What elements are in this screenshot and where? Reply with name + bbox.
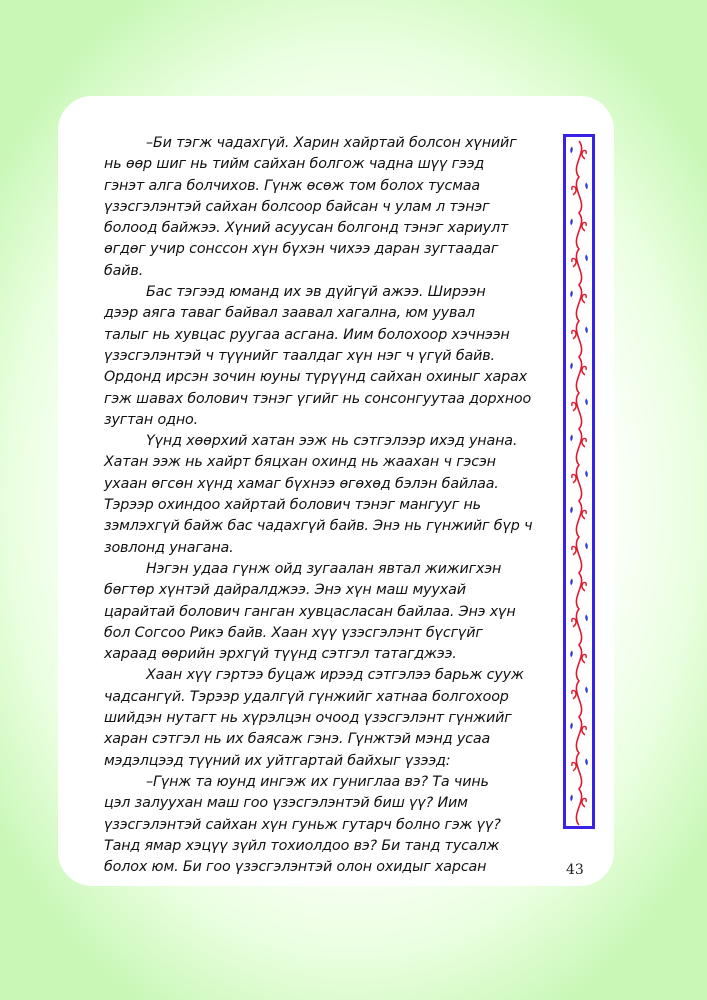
text-line: –Гүнж та юунд ингэж их гуниглаа вэ? Та чинь [146, 773, 489, 790]
text-line: байв. [104, 262, 144, 279]
text-line: зовлонд унагана. [104, 539, 234, 556]
text-line: үзэсгэлэнтэй сайхан болсоор байсан ч улам л тэнэг [104, 198, 490, 215]
text-line: Нэгэн удаа гүнж ойд зугаалан явтал жижигхэн [146, 560, 502, 577]
decorative-border [563, 134, 595, 829]
text-line: Хатан ээж нь хайрт бяцхан охинд нь жаахан ч гэсэн [104, 454, 496, 471]
text-line: царайтай болович ганган хувцасласан байлаа. Энэ хүн [104, 603, 516, 620]
text-line: өгдөг учир сонссон хүн бүхэн чихээ даран зугтаадаг [104, 241, 499, 258]
floral-vine-border-icon [566, 137, 592, 826]
text-line: үзэсгэлэнтэй ч түүнийг таалдаг хүн нэг ч үгүй байв. [104, 347, 495, 364]
text-line: нь өөр шиг нь тийм сайхан болгож чадна шүү гээд [104, 156, 485, 173]
text-line: дээр аяга таваг байвал заавал хагална, юм уувал [104, 305, 475, 322]
text-line: –Би тэгж чадахгүй. Харин хайртай болсон хүнийг [146, 135, 517, 151]
text-line: Ордонд ирсэн зочин юуны түрүүнд сайхан охиныг харах [104, 369, 528, 386]
story-text [104, 133, 549, 878]
text-line: хараад өөрийн эрхгүй түүнд сэтгэл татагджээ. [104, 646, 457, 663]
text-line: зугтан одно. [104, 411, 199, 428]
text-line: зэмлэхгүй байж бас чадахгүй байв. Энэ нь гүнжийг бүр ч [104, 518, 533, 535]
text-line: Бас тэгээд юманд их эв дүйгүй ажээ. Ширээн [146, 284, 486, 301]
text-line: ухаан өгсөн хүнд хамаг бүхнээ өгөхөд бэлэн байлаа. [104, 475, 499, 492]
text-line: Хаан хүү гэртээ буцаж ирээд сэтгэлээ барьж сууж [146, 667, 524, 684]
text-line: Танд ямар хэцүү зүйл тохиолдоо вэ? Би танд тусалж [104, 837, 500, 854]
text-line: мэдэлцээд түүний их уйтгартай байхыг үзээд: [104, 752, 451, 769]
text-line: Үүнд хөөрхий хатан ээж нь сэтгэлээр ихэд унана. [146, 433, 518, 450]
text-line: талыг нь хувцас руугаа асгана. Иим болохоор хэчнээн [104, 326, 510, 343]
text-line: бол Согсоо Рикэ байв. Хаан хүү үзэсгэлэнт бүсгүйг [104, 624, 483, 641]
page-number: 43 [566, 862, 584, 878]
text-line: үзэсгэлэнтэй сайхан хүн гуньж гутарч болно гэж үү? [104, 816, 501, 833]
text-line: цэл залуухан маш гоо үзэсгэлэнтэй биш үү? Иим [104, 795, 468, 812]
text-line: болох юм. Би гоо үзэсгэлэнтэй олон охидыг харсан [104, 859, 487, 876]
text-line: гэж шавах болович тэнэг үгийг нь сонсонгуутаа дорхноо [104, 390, 532, 407]
text-line: шийдэн нутагт нь хүрэлцэн очоод үзэсгэлэнт гүнжийг [104, 710, 512, 727]
text-line: гэнэт алга болчихов. Гүнж өсөж том болох тусмаа [104, 177, 481, 194]
text-line: Тэрээр охиндоо хайртай болович тэнэг мангууг нь [104, 497, 481, 514]
text-line: бөгтөр хүнтэй дайралджээ. Энэ хүн маш муухай [104, 582, 466, 599]
text-line: харан сэтгэл нь их баясаж гэнэ. Гүнжтэй мэнд усаа [104, 731, 491, 748]
text-line: чадсангүй. Тэрээр удалгүй гүнжийг хатнаа болгохоор [104, 688, 509, 705]
text-line: болоод байжээ. Хүний асуусан болгонд тэнэг хариулт [104, 220, 509, 237]
